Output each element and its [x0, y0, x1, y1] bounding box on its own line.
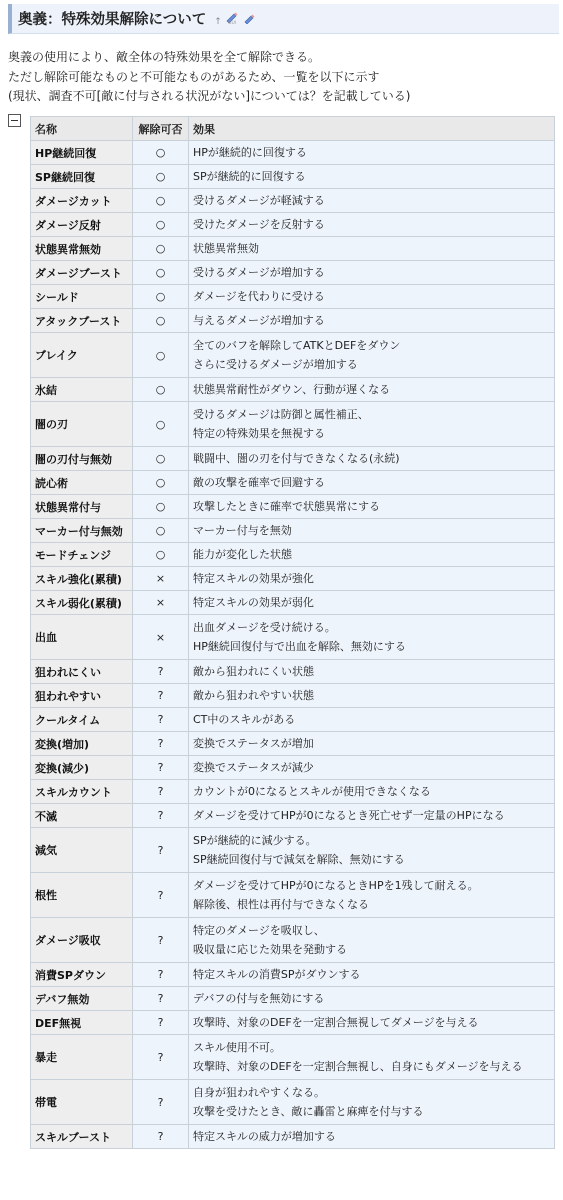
row-removable: ○: [133, 519, 189, 543]
row-removable: ?: [133, 873, 189, 918]
effect-line: 敵の攻撃を確率で回避する: [193, 476, 325, 489]
row-name: SP継続回復: [31, 165, 133, 189]
effect-line: 特定のダメージを吸収し、: [193, 924, 325, 937]
table-body: [31, 141, 555, 1149]
row-removable: ?: [133, 963, 189, 987]
effect-line: 状態異常耐性がダウン、行動が遅くなる: [193, 383, 391, 396]
effect-line: 受けるダメージが増加する: [193, 266, 325, 279]
row-effect: [189, 567, 555, 591]
row-removable: ×: [133, 615, 189, 660]
row-effect: [189, 471, 555, 495]
table-row: [31, 615, 555, 660]
row-name: 読心術: [31, 471, 133, 495]
table-row: [31, 1011, 555, 1035]
table-row: [31, 285, 555, 309]
row-name: モードチェンジ: [31, 543, 133, 567]
row-removable: ○: [133, 378, 189, 402]
row-name: マーカー付与無効: [31, 519, 133, 543]
table-row: [31, 918, 555, 963]
table-row: [31, 213, 555, 237]
row-name: 状態異常付与: [31, 495, 133, 519]
effect-line: ダメージを受けてHPが0になるときHPを1残して耐える。: [193, 879, 479, 892]
row-removable: ?: [133, 1080, 189, 1125]
row-removable: ○: [133, 402, 189, 447]
row-removable: ?: [133, 1125, 189, 1149]
effect-line: 吸収量に応じた効果を発動する: [193, 943, 347, 956]
table-row: [31, 708, 555, 732]
row-name: 出血: [31, 615, 133, 660]
effect-line: 全てのバフを解除してATKとDEFをダウン: [193, 339, 401, 352]
row-effect: [189, 495, 555, 519]
row-name: ダメージ反射: [31, 213, 133, 237]
effect-line: さらに受けるダメージが増加する: [193, 358, 358, 371]
effect-line: 攻撃時、対象のDEFを一定割合無視し、自身にもダメージを与える: [193, 1060, 523, 1073]
row-name: スキルブースト: [31, 1125, 133, 1149]
row-effect: [189, 309, 555, 333]
table-row: [31, 567, 555, 591]
table-row: [31, 543, 555, 567]
row-removable: ?: [133, 684, 189, 708]
row-removable: ○: [133, 333, 189, 378]
header-removable: 解除可否: [133, 117, 189, 141]
table-row: [31, 591, 555, 615]
effect-line: CT中のスキルがある: [193, 713, 296, 726]
effect-line: 受けたダメージを反射する: [193, 218, 325, 231]
table-row: [31, 447, 555, 471]
row-name: ダメージブースト: [31, 261, 133, 285]
row-name: スキルカウント: [31, 780, 133, 804]
row-name: クールタイム: [31, 708, 133, 732]
row-removable: ?: [133, 828, 189, 873]
row-removable: ?: [133, 1011, 189, 1035]
row-effect: [189, 285, 555, 309]
row-effect: [189, 615, 555, 660]
table-header-row: [31, 117, 555, 141]
row-effect: [189, 447, 555, 471]
row-removable: ?: [133, 756, 189, 780]
row-effect: [189, 1080, 555, 1125]
effect-line: 状態異常無効: [193, 242, 259, 255]
row-effect: [189, 918, 555, 963]
table-row: [31, 165, 555, 189]
row-name: スキル弱化(累積): [31, 591, 133, 615]
row-name: DEF無視: [31, 1011, 133, 1035]
effect-line: 出血ダメージを受け続ける。: [193, 621, 336, 634]
pencil-icon: [225, 10, 241, 24]
row-name: 狙われにくい: [31, 660, 133, 684]
row-effect: [189, 402, 555, 447]
edit-icon[interactable]: [244, 12, 256, 27]
effect-line: 特定スキルの威力が増加する: [193, 1130, 336, 1143]
table-row: [31, 1035, 555, 1080]
row-effect: [189, 660, 555, 684]
row-effect: [189, 963, 555, 987]
intro-line: ただし解除可能なものと不可能なものがあるため、一覧を以下に示す: [8, 69, 380, 84]
row-name: シールド: [31, 285, 133, 309]
row-effect: [189, 213, 555, 237]
row-name: 消費SPダウン: [31, 963, 133, 987]
row-name: 闇の刃: [31, 402, 133, 447]
row-name: 狙われやすい: [31, 684, 133, 708]
table-row: [31, 519, 555, 543]
effect-line: ダメージを受けてHPが0になるとき死亡せず一定量のHPになる: [193, 809, 505, 822]
row-effect: [189, 543, 555, 567]
table-row: [31, 684, 555, 708]
row-effect: [189, 873, 555, 918]
row-effect: [189, 756, 555, 780]
table-row: [31, 261, 555, 285]
row-effect: [189, 165, 555, 189]
intro-line: (現状、調査不可[敵に付与される状況がない]については？を記載している): [8, 89, 411, 103]
row-name: 根性: [31, 873, 133, 918]
row-name: 暴走: [31, 1035, 133, 1080]
header-effect: 効果: [189, 117, 555, 141]
effect-line: 特定スキルの消費SPがダウンする: [193, 968, 361, 981]
row-removable: ○: [133, 237, 189, 261]
row-effect: [189, 378, 555, 402]
row-removable: ?: [133, 1035, 189, 1080]
minus-icon: [11, 120, 18, 121]
row-name: スキル強化(累積): [31, 567, 133, 591]
row-name: ダメージ吸収: [31, 918, 133, 963]
effect-line: スキル使用不可。: [193, 1041, 281, 1054]
section-heading: [8, 4, 559, 34]
table-row: [31, 1125, 555, 1149]
row-effect: [189, 708, 555, 732]
row-removable: ○: [133, 165, 189, 189]
effect-line: 変換でステータスが減少: [193, 761, 314, 774]
table-row: [31, 333, 555, 378]
effect-line: 特定スキルの効果が強化: [193, 572, 314, 585]
table-row: [31, 756, 555, 780]
row-name: ブレイク: [31, 333, 133, 378]
table-row: [31, 804, 555, 828]
row-effect: [189, 1035, 555, 1080]
effect-line: デバフの付与を無効にする: [193, 992, 325, 1005]
effect-line: 敵から狙われやすい状態: [193, 689, 314, 702]
table-row: [31, 828, 555, 873]
effect-line: 攻撃したときに確率で状態異常にする: [193, 500, 380, 513]
table-row: [31, 189, 555, 213]
effect-line: 敵から狙われにくい状態: [193, 665, 314, 678]
collapse-toggle-button[interactable]: [8, 114, 21, 127]
row-effect: [189, 333, 555, 378]
row-effect: [189, 732, 555, 756]
table-row: [31, 1080, 555, 1125]
row-removable: ?: [133, 987, 189, 1011]
row-effect: [189, 780, 555, 804]
row-removable: ○: [133, 261, 189, 285]
effect-line: 変換でステータスが増加: [193, 737, 314, 750]
header-name: 名称: [31, 117, 133, 141]
row-removable: ?: [133, 780, 189, 804]
effect-line: 与えるダメージが増加する: [193, 314, 325, 327]
effect-line: HP継続回復付与で出血を解除、無効にする: [193, 640, 406, 653]
row-name: デバフ無効: [31, 987, 133, 1011]
row-removable: ○: [133, 189, 189, 213]
table-row: [31, 963, 555, 987]
intro-line: 奥義の使用により、敵全体の特殊効果を全て解除できる。: [8, 50, 321, 64]
effect-line: HPが継続的に回復する: [193, 146, 307, 159]
row-removable: ○: [133, 141, 189, 165]
pencil-icon: [244, 12, 256, 24]
page-title: 奥義：特殊効果解除について: [18, 12, 207, 28]
effect-line: SPが継続的に減少する。: [193, 834, 317, 847]
table-row: [31, 237, 555, 261]
row-removable: ○: [133, 309, 189, 333]
row-removable: ○: [133, 471, 189, 495]
table-row: [31, 378, 555, 402]
row-effect: [189, 591, 555, 615]
row-effect: [189, 519, 555, 543]
table-row: [31, 873, 555, 918]
effects-table: [30, 116, 555, 1149]
row-effect: [189, 141, 555, 165]
row-name: 闇の刃付与無効: [31, 447, 133, 471]
row-effect: [189, 261, 555, 285]
row-effect: [189, 1125, 555, 1149]
effect-line: SP継続回復付与で減気を解除、無効にする: [193, 853, 405, 866]
row-effect: [189, 987, 555, 1011]
row-effect: [189, 684, 555, 708]
table-row: [31, 309, 555, 333]
row-name: 変換(増加): [31, 732, 133, 756]
row-removable: ○: [133, 213, 189, 237]
row-removable: ?: [133, 708, 189, 732]
row-name: 状態異常無効: [31, 237, 133, 261]
effect-line: カウントが0になるとスキルが使用できなくなる: [193, 785, 431, 798]
effect-line: 能力が変化した状態: [193, 548, 292, 561]
effect-line: 解除後、根性は再付与できなくなる: [193, 898, 369, 911]
table-row: [31, 987, 555, 1011]
effect-line: 自身が狙われやすくなる。: [193, 1086, 325, 1099]
row-effect: [189, 828, 555, 873]
gui-label: GUI: [227, 20, 236, 24]
row-effect: [189, 1011, 555, 1035]
row-effect: [189, 804, 555, 828]
row-name: 減気: [31, 828, 133, 873]
row-removable: ○: [133, 447, 189, 471]
table-row: [31, 780, 555, 804]
table-row: [31, 141, 555, 165]
row-effect: [189, 189, 555, 213]
row-effect: [189, 237, 555, 261]
row-removable: ○: [133, 495, 189, 519]
row-removable: ?: [133, 804, 189, 828]
row-name: 変換(減少): [31, 756, 133, 780]
row-removable: ×: [133, 567, 189, 591]
table-row: [31, 471, 555, 495]
table-row: [31, 402, 555, 447]
effect-line: 受けるダメージが軽減する: [193, 194, 325, 207]
effect-line: 攻撃時、対象のDEFを一定割合無視してダメージを与える: [193, 1016, 479, 1029]
row-removable: ?: [133, 918, 189, 963]
row-name: 帯電: [31, 1080, 133, 1125]
row-name: アタックブースト: [31, 309, 133, 333]
effect-line: 特定スキルの効果が弱化: [193, 596, 314, 609]
table-row: [31, 732, 555, 756]
row-removable: ○: [133, 543, 189, 567]
effect-line: 攻撃を受けたとき、敵に轟雷と麻痺を付与する: [193, 1105, 424, 1118]
effect-line: ダメージを代わりに受ける: [193, 290, 325, 303]
table-row: [31, 495, 555, 519]
row-removable: ?: [133, 732, 189, 756]
up-arrow-icon[interactable]: ↑: [214, 16, 222, 27]
effect-line: 特定の特殊効果を無視する: [193, 427, 325, 440]
effect-line: マーカー付与を無効: [193, 524, 292, 537]
effect-line: 戦闘中、闇の刃を付与できなくなる(永続): [193, 452, 400, 465]
row-name: 氷結: [31, 378, 133, 402]
row-name: 不滅: [31, 804, 133, 828]
row-name: HP継続回復: [31, 141, 133, 165]
effect-line: 受けるダメージは防御と属性補正、: [193, 408, 369, 421]
row-name: ダメージカット: [31, 189, 133, 213]
gui-edit-icon[interactable]: [225, 10, 241, 27]
row-removable: ?: [133, 660, 189, 684]
row-removable: ○: [133, 285, 189, 309]
intro-text: [8, 48, 558, 107]
edit-icons: [214, 11, 256, 27]
table-row: [31, 660, 555, 684]
effect-line: SPが継続的に回復する: [193, 170, 306, 183]
row-removable: ×: [133, 591, 189, 615]
